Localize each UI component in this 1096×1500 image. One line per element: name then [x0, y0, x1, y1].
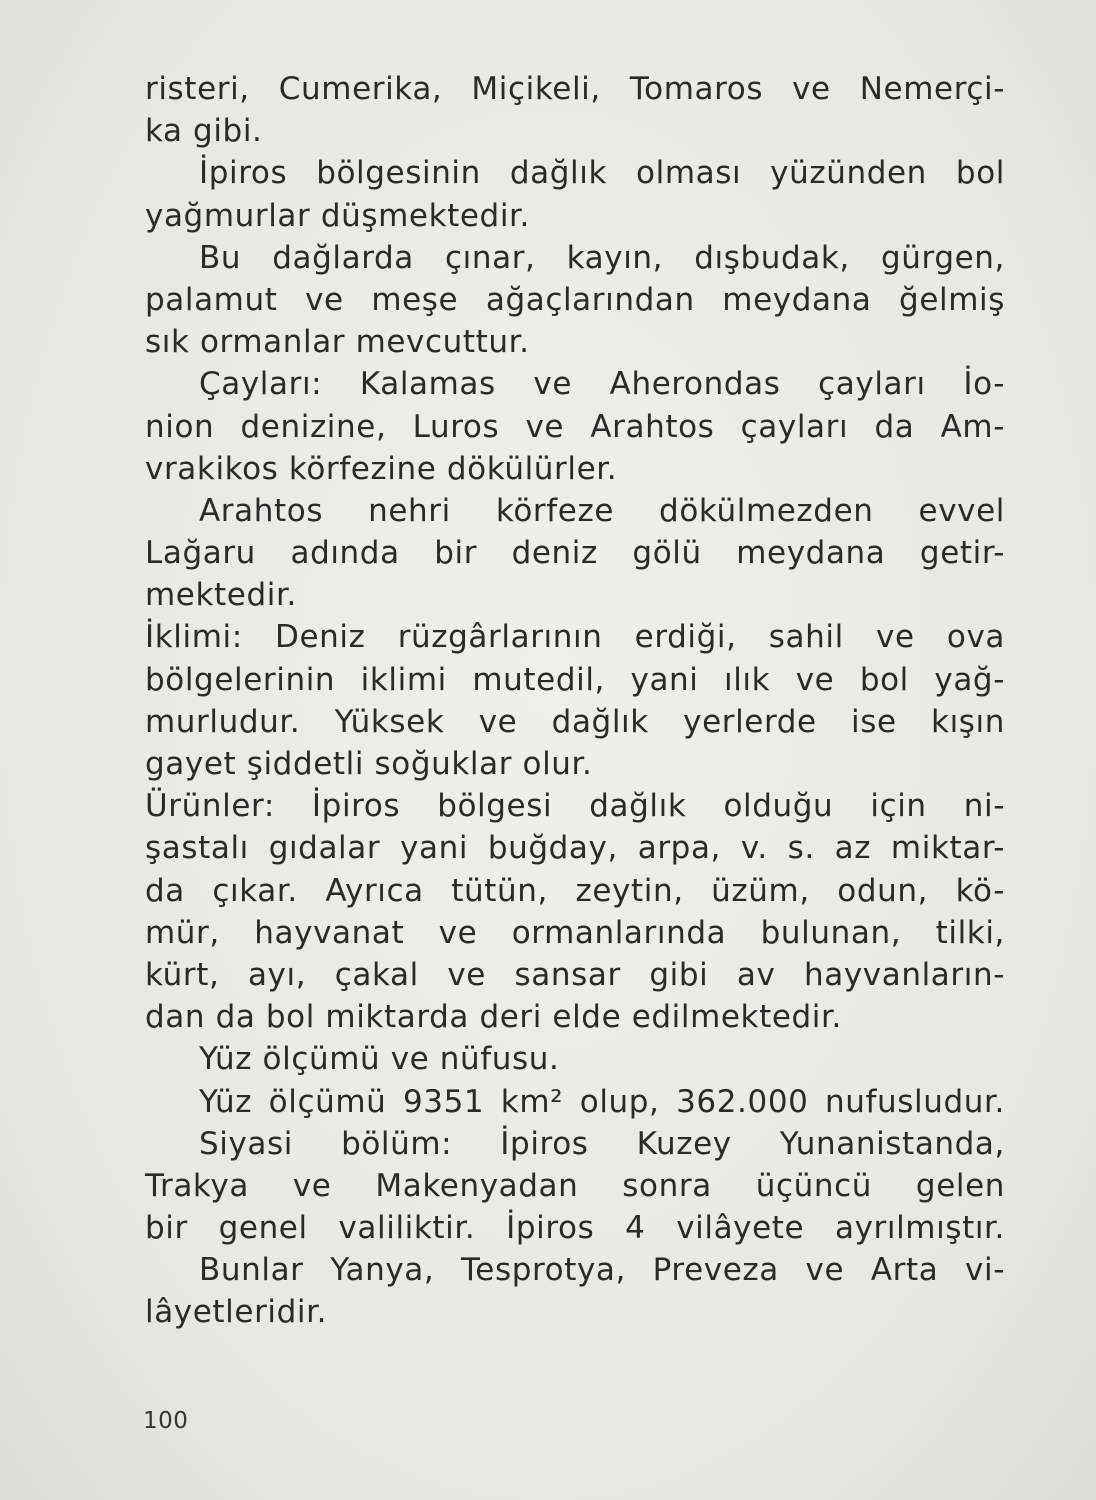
- text-line: dan da bol miktarda deri elde edilmektedir.: [145, 999, 842, 1036]
- text-line: gayet şiddetli soğuklar olur.: [145, 746, 593, 782]
- text-line: mektedir.: [145, 577, 297, 614]
- text-line: ka gibi.: [145, 113, 263, 150]
- text-line: Trakya ve Makenyadan sonra üçüncü gelen: [145, 1167, 1005, 1204]
- text-line: mür, hayvanat ve ormanlarında bulunan, tilki,: [145, 914, 1005, 951]
- text-line: Bunlar Yanya, Tesprotya, Preveza ve Arta vi-: [199, 1252, 1005, 1289]
- text-line: sık ormanlar mevcuttur.: [145, 324, 530, 361]
- text-line: bölgelerinin iklimi mutedil, yani ılık ve bol yağ-: [145, 661, 1005, 698]
- text-line: nion denizine, Luros ve Arahtos çayları da Am-: [145, 408, 1005, 445]
- body-text: [145, 68, 1005, 1334]
- text-line: şastalı gıdalar yani buğday, arpa, v. s. az miktar-: [145, 830, 1005, 867]
- text-line: vrakikos körfezine dökülürler.: [145, 450, 618, 487]
- text-line: bir genel valiliktir. İpiros 4 vilâyete ayrılmıştır.: [145, 1210, 1005, 1247]
- text-line: kürt, ayı, çakal ve sansar gibi av hayvanların-: [145, 956, 1005, 993]
- text-line: risteri, Cumerika, Miçikeli, Tomaros ve Nemerçi-: [145, 71, 1005, 107]
- text-line: Bu dağlarda çınar, kayın, dışbudak, gürgen,: [199, 239, 1005, 276]
- text-line: lâyetleridir.: [145, 1294, 328, 1331]
- text-line: Lağaru adında bir deniz gölü meydana getir-: [145, 535, 1005, 572]
- text-line: murludur. Yüksek ve dağlık yerlerde ise kışın: [145, 703, 1005, 740]
- text-line: yağmurlar düşmektedir.: [145, 197, 530, 234]
- text-line: palamut ve meşe ağaçlarından meydana ğelmiş: [145, 281, 1005, 318]
- text-line: Siyasi bölüm: İpiros Kuzey Yunanistanda,: [199, 1125, 1005, 1162]
- page-number: 100: [143, 1408, 189, 1434]
- text-line: İpiros bölgesinin dağlık olması yüzünden bol: [199, 155, 1005, 192]
- text-line: Çayları: Kalamas ve Aherondas çayları İo-: [199, 366, 1005, 403]
- text-line: da çıkar. Ayrıca tütün, zeytin, üzüm, odun, kö-: [145, 872, 1005, 909]
- text-line: Yüz ölçümü ve nüfusu.: [199, 1041, 560, 1078]
- text-line: Arahtos nehri körfeze dökülmezden evvel: [199, 492, 1005, 529]
- text-line: Yüz ölçümü 9351 km² olup, 362.000 nufusludur.: [199, 1083, 1005, 1120]
- text-line: İklimi: Deniz rüzgârlarının erdiği, sahil ve ova: [145, 619, 1005, 656]
- text-line: Ürünler: İpiros bölgesi dağlık olduğu için ni-: [145, 788, 1005, 825]
